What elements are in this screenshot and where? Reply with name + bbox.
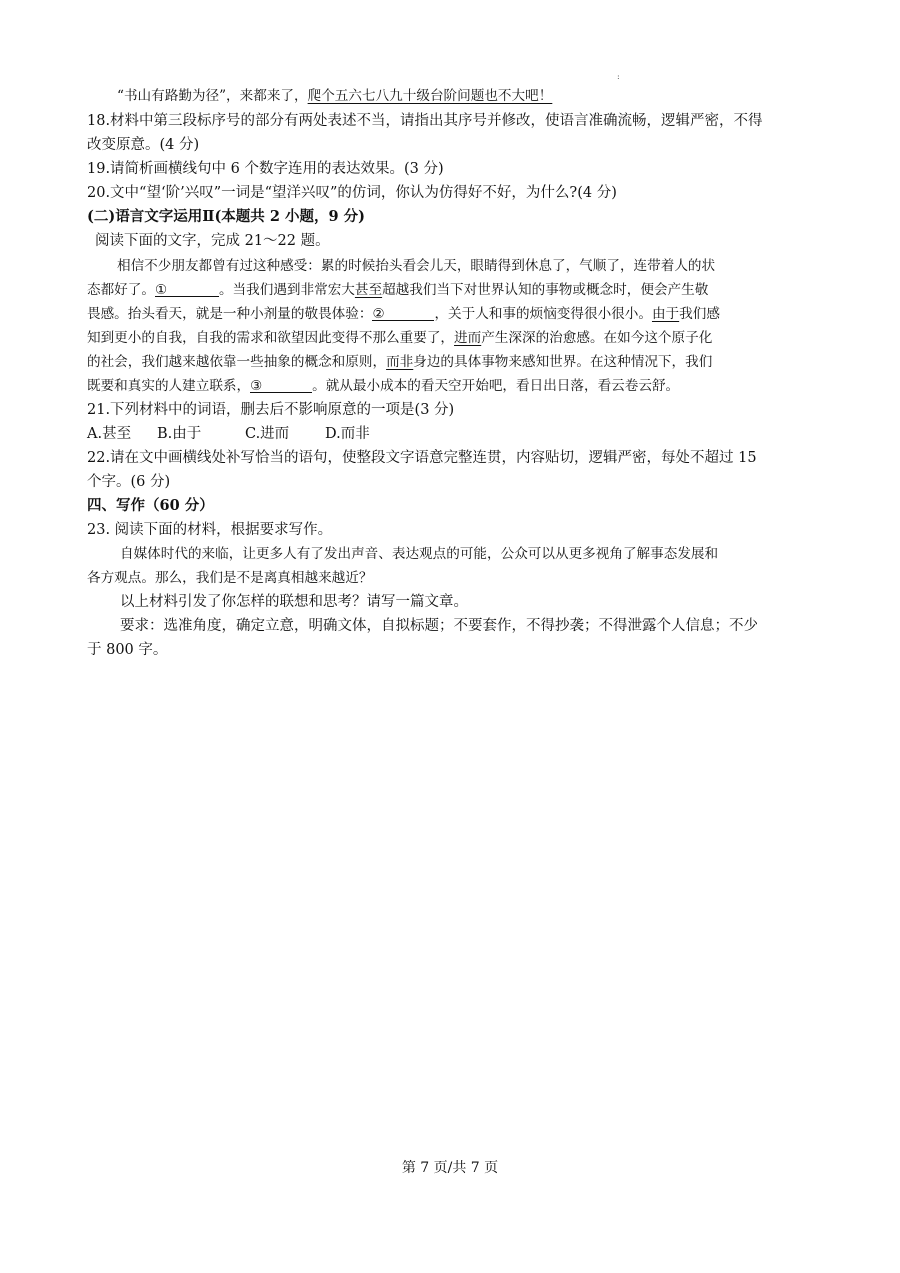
passage-line6 <box>87 376 679 396</box>
passage-text: 超越我们当下对世界认知的事物或概念时，便会产生敬 <box>382 282 709 298</box>
requirements-line2: 于 800 字。 <box>87 642 168 658</box>
option-b: B.由于 <box>157 426 202 442</box>
q18-line1: 18.材料中第三段标序号的部分有两处表述不当，请指出其序号并修改，使语言准确流畅，逻辑严密，不得 <box>87 113 763 129</box>
passage-text: 。当我们遇到非常宏大 <box>218 282 355 298</box>
underlined-word: 甚至 <box>354 282 383 298</box>
material-line2: 各方观点。那么，我们是不是离真相越来越近？ <box>87 570 373 586</box>
option-a: A.甚至 <box>87 426 132 442</box>
q18-line2: 改变原意。(4 分) <box>87 137 200 153</box>
section2-heading: (二)语言文字运用Ⅱ(本题共 2 小题，9 分) <box>87 208 365 225</box>
blank-1 <box>155 280 219 297</box>
option-d: D.而非 <box>325 426 370 442</box>
q22-line2: 个字。(6 分) <box>87 474 171 490</box>
passage-line1: 相信不少朋友都曾有过这种感受：累的时候抬头看会儿天，眼睛得到休息了，气顺了，连带着人的状 <box>117 258 716 274</box>
passage-line2 <box>87 280 708 300</box>
q22-line1: 22.请在文中画横线处补写恰当的语句，使整段文字语意完整连贯，内容贴切，逻辑严密，每处不超过 15 <box>87 450 757 466</box>
page-footer: 第 7 页/共 7 页 <box>401 1160 499 1176</box>
q20: 20.文中“望‘阶’兴叹”一词是“望洋兴叹”的仿词，你认为仿得好不好，为什么?(4 分) <box>87 185 617 201</box>
blank-3 <box>250 376 312 393</box>
passage-text: 畏感。抬头看天，就是一种小剂量的敬畏体验： <box>87 306 373 322</box>
q23-stem: 23. 阅读下面的材料，根据要求写作。 <box>87 522 333 538</box>
requirements-line1: 要求：选准角度，确定立意，明确文体，自拟标题；不要套作，不得抄袭；不得泄露个人信息；不少 <box>120 618 758 634</box>
q21-options <box>87 424 370 444</box>
passage-line5 <box>87 352 712 372</box>
blank-3-label: ③ <box>250 378 263 394</box>
blank-2-label: ② <box>372 306 385 322</box>
q19: 19.请简析画横线句中 6 个数字连用的表达效果。(3 分) <box>87 161 444 177</box>
underlined-word: 由于 <box>651 306 680 322</box>
passage-text: 我们感 <box>679 306 720 322</box>
passage-text: 既要和真实的人建立联系， <box>87 378 251 394</box>
quote-line <box>117 86 552 106</box>
blank-2 <box>372 304 434 321</box>
passage-text: 态都好了。 <box>87 282 155 298</box>
underlined-word: 进而 <box>454 330 482 346</box>
material-line1: 自媒体时代的来临，让更多人有了发出声音、表达观点的可能，公众可以从更多视角了解事态发展和 <box>120 546 719 562</box>
section4-heading: 四、写作（60 分） <box>87 497 214 514</box>
passage-text: 。就从最小成本的看天空开始吧，看日出日落，看云卷云舒。 <box>312 378 680 394</box>
passage-text: 的社会，我们越来越依靠一些抽象的概念和原则， <box>87 354 387 370</box>
passage-text: 身边的具体事物来感知世界。在这种情况下，我们 <box>413 354 713 370</box>
blank-1-label: ① <box>154 282 168 298</box>
section2-instruction: 阅读下面的文字，完成 21～22 题。 <box>95 233 330 249</box>
passage-line3 <box>87 304 720 324</box>
passage-text: 知到更小的自我，自我的需求和欲望因此变得不那么重要了， <box>87 330 455 346</box>
quote-text: “书山有路勤为径”，来都来了， <box>117 88 308 104</box>
underlined-word: 而非 <box>386 354 414 370</box>
margin-mark: : <box>617 72 620 81</box>
passage-text: 产生深深的治愈感。在如今这个原子化 <box>481 330 713 346</box>
passage-line4 <box>87 328 712 348</box>
underlined-sentence: 爬个五六七八九十级台阶问题也不大吧！ <box>307 88 553 104</box>
option-c: C.进而 <box>245 426 290 442</box>
prompt-line: 以上材料引发了你怎样的联想和思考？请写一篇文章。 <box>120 594 468 610</box>
q21-stem: 21.下列材料中的词语，删去后不影响原意的一项是(3 分) <box>87 402 455 418</box>
passage-text: ，关于人和事的烦恼变得很小很小。 <box>434 306 652 322</box>
